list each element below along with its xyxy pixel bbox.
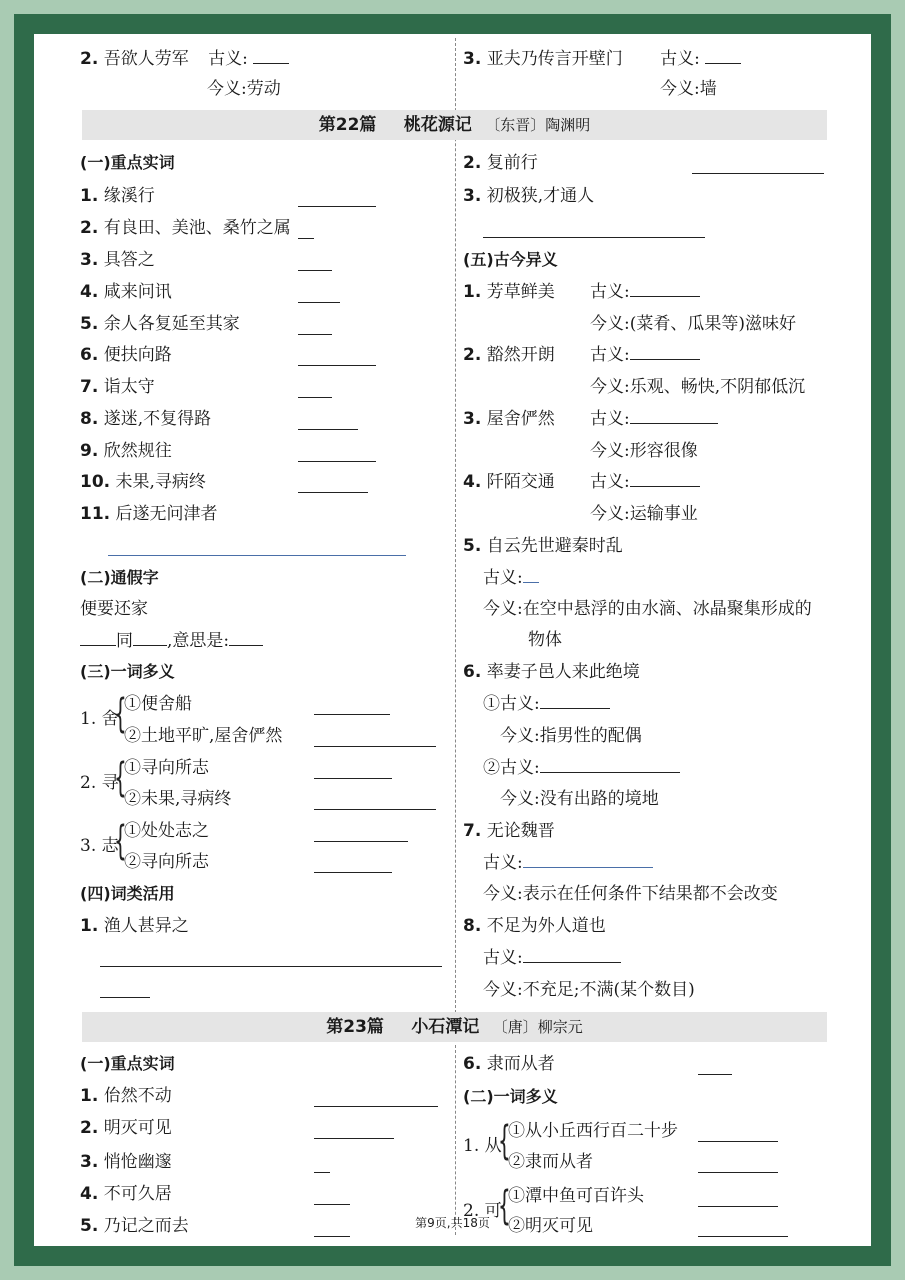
lesson-23-banner [82, 1012, 827, 1042]
worksheet-page [34, 34, 871, 1246]
list-item: 6. 率妻子邑人来此绝境 [463, 662, 640, 682]
list-item: 2. 明灭可见 [80, 1118, 172, 1138]
list-item: 5. 自云先世避秦时乱 [463, 536, 623, 556]
new-meaning: 今义:在空中悬浮的由水滴、冰晶聚集形成的 [483, 599, 812, 619]
new-meaning: 今义:运输事业 [590, 504, 698, 524]
item-text: 亚夫乃传言开壁门 [486, 49, 623, 69]
list-item: 5. 乃记之而去 [80, 1216, 189, 1236]
answer-blank[interactable] [314, 854, 392, 873]
section-heading-polysemy: (三)一词多义 [80, 662, 175, 681]
answer-blank[interactable] [314, 1186, 350, 1205]
old-meaning-line: 古义: [483, 947, 621, 969]
answer-blank[interactable] [314, 728, 436, 747]
answer-blank[interactable] [80, 631, 116, 646]
list-item: 3. 屋舍俨然 [463, 409, 555, 429]
new-meaning: 今义:乐观、畅快,不阴郁低沉 [590, 377, 806, 397]
brace-icon: { [114, 818, 127, 864]
polysemy-word: 1. 舍 [80, 709, 119, 729]
brace-icon: { [498, 1183, 511, 1229]
answer-blank[interactable] [229, 631, 263, 646]
answer-blank[interactable] [298, 379, 332, 398]
new-meaning-cont: 物体 [528, 630, 562, 650]
answer-blank[interactable] [298, 474, 368, 493]
answer-blank[interactable] [314, 791, 436, 810]
brace-icon: { [114, 691, 127, 737]
list-item: 4. 不可久居 [80, 1184, 172, 1204]
answer-blank[interactable] [698, 1188, 778, 1207]
answer-blank[interactable] [523, 568, 539, 583]
polysemy-word: 2. 可 [463, 1201, 502, 1221]
polysemy-sense: ②土地平旷,屋舍俨然 [124, 726, 283, 746]
list-item: 4. 咸来问讯 [80, 282, 172, 302]
list-item: 9. 欣然规往 [80, 441, 172, 461]
answer-blank[interactable] [698, 1154, 778, 1173]
list-item: 7. 无论魏晋 [463, 821, 555, 841]
new-meaning: 今义:劳动 [207, 79, 281, 99]
new-meaning: 今义:表示在任何条件下结果都不会改变 [483, 884, 778, 904]
list-item: 3. 初极狭,才通人 [463, 186, 595, 206]
old-meaning-line: ②古义: [483, 757, 680, 779]
answer-blank[interactable] [133, 631, 167, 646]
old-meaning-label: 古义: [208, 49, 248, 69]
list-item: 7. 诣太守 [80, 377, 155, 397]
new-meaning: 今义:墙 [660, 79, 717, 99]
list-item: 1. 佁然不动 [80, 1086, 172, 1106]
polysemy-sense: ②明灭可见 [508, 1216, 593, 1236]
answer-blank[interactable] [100, 979, 150, 998]
answer-blank[interactable] [314, 696, 390, 715]
answer-blank[interactable] [298, 252, 332, 271]
polysemy-sense: ②未果,寻病终 [124, 789, 232, 809]
list-item: 1. 缘溪行 [80, 186, 155, 206]
item-number: 2. [80, 49, 99, 69]
answer-blank[interactable] [698, 1056, 732, 1075]
list-item: 2. 豁然开朗 [463, 345, 555, 365]
list-item: 1. 芳草鲜美 [463, 282, 555, 302]
polysemy-word: 2. 寻 [80, 773, 119, 793]
answer-blank[interactable] [523, 853, 653, 868]
polysemy-word: 1. 从 [463, 1136, 502, 1156]
list-item: 3. 具答之 [80, 250, 155, 270]
lesson-number: 第22篇 [318, 115, 377, 135]
polysemy-word: 3. 志 [80, 836, 119, 856]
old-meaning-line: 古义: [590, 408, 718, 430]
answer-blank[interactable] [630, 282, 700, 297]
list-item: 6. 便扶向路 [80, 345, 172, 365]
section-heading-key-words: (一)重点实词 [80, 1054, 175, 1073]
old-meaning-line: 古义: [483, 567, 539, 589]
lesson-title: 小石潭记 [411, 1017, 480, 1037]
answer-blank[interactable] [630, 409, 718, 424]
tongjia-fill-line: 同 ,意思是: [80, 630, 263, 652]
answer-blank[interactable] [523, 948, 621, 963]
answer-blank[interactable] [705, 49, 741, 64]
answer-blank[interactable] [298, 347, 376, 366]
list-item: 1. 渔人甚异之 [80, 916, 189, 936]
polysemy-sense: ②寻向所志 [124, 852, 209, 872]
lesson-title: 桃花源记 [403, 115, 472, 135]
brace-icon: { [114, 755, 127, 801]
answer-blank[interactable] [314, 1154, 330, 1173]
answer-blank[interactable] [314, 1120, 394, 1139]
answer-blank[interactable] [108, 537, 406, 556]
section-heading-old-new: (五)古今异义 [463, 250, 558, 269]
list-item: 8. 不足为外人道也 [463, 916, 606, 936]
old-meaning-line: ①古义: [483, 693, 610, 715]
old-meaning-line: 古义: [590, 471, 700, 493]
new-meaning: 今义:指男性的配偶 [500, 726, 642, 746]
polysemy-sense: ①潭中鱼可百许头 [508, 1186, 644, 1206]
section-heading-key-words: (一)重点实词 [80, 153, 175, 172]
polysemy-sense: ①便舍船 [124, 694, 192, 714]
polysemy-sense: ①处处志之 [124, 821, 209, 841]
polysemy-sense: ①从小丘西行百二十步 [508, 1121, 678, 1141]
answer-blank[interactable] [630, 472, 700, 487]
new-meaning: 今义:不充足;不满(某个数目) [483, 980, 695, 1000]
brace-icon: { [498, 1118, 511, 1164]
answer-blank[interactable] [253, 49, 289, 64]
answer-blank[interactable] [314, 760, 392, 779]
old-meaning-line: 古义: [483, 852, 653, 874]
new-meaning: 今义:(菜肴、瓜果等)滋味好 [590, 314, 796, 334]
answer-blank[interactable] [314, 1088, 438, 1107]
answer-blank[interactable] [100, 948, 442, 967]
lesson-author: 〔东晋〕陶渊明 [485, 116, 591, 134]
new-meaning: 今义:形容很像 [590, 441, 698, 461]
old-meaning-line: 古义: [590, 344, 700, 366]
polysemy-sense: ②隶而从者 [508, 1152, 593, 1172]
column-divider [455, 38, 456, 1013]
answer-blank[interactable] [298, 443, 376, 462]
answer-blank[interactable] [692, 155, 824, 174]
list-item: 5. 余人各复延至其家 [80, 314, 240, 334]
answer-blank[interactable] [483, 219, 705, 238]
answer-blank[interactable] [540, 758, 680, 773]
column-divider-2 [455, 1045, 456, 1235]
item-text: 吾欲人劳军 [103, 49, 189, 69]
old-meaning-label: 古义: [660, 49, 700, 69]
section-heading-tongjia: (二)通假字 [80, 568, 159, 587]
new-meaning: 今义:没有出路的境地 [500, 789, 659, 809]
tongjia-sentence: 便要还家 [80, 599, 148, 619]
answer-blank[interactable] [298, 220, 314, 239]
list-item: 8. 遂迷,不复得路 [80, 409, 212, 429]
section-heading-polysemy: (二)一词多义 [463, 1087, 558, 1106]
old-meaning-line: 古义: [590, 281, 700, 303]
answer-blank[interactable] [298, 188, 376, 207]
lesson-author: 〔唐〕柳宗元 [492, 1018, 583, 1036]
lesson-number: 第23篇 [326, 1017, 384, 1037]
answer-blank[interactable] [314, 823, 408, 842]
section-heading-word-class: (四)词类活用 [80, 884, 175, 903]
answer-blank[interactable] [298, 284, 340, 303]
list-item: 2. 有良田、美池、桑竹之属 [80, 218, 291, 238]
answer-blank[interactable] [630, 345, 700, 360]
list-item: 2. 复前行 [463, 153, 538, 173]
answer-blank[interactable] [698, 1123, 778, 1142]
item-number: 3. [463, 49, 482, 69]
answer-blank[interactable] [540, 694, 610, 709]
polysemy-sense: ①寻向所志 [124, 758, 209, 778]
top-left-item [80, 48, 289, 70]
answer-blank[interactable] [298, 411, 358, 430]
answer-blank[interactable] [298, 316, 332, 335]
page-number: 第9页,共18页 [415, 1216, 490, 1230]
top-right-item [463, 48, 741, 70]
list-item: 11. 后遂无问津者 [80, 504, 218, 524]
list-item: 6. 隶而从者 [463, 1054, 555, 1074]
list-item: 4. 阡陌交通 [463, 472, 555, 492]
list-item: 3. 悄怆幽邃 [80, 1152, 172, 1172]
lesson-22-banner [82, 110, 827, 140]
list-item: 10. 未果,寻病终 [80, 472, 206, 492]
